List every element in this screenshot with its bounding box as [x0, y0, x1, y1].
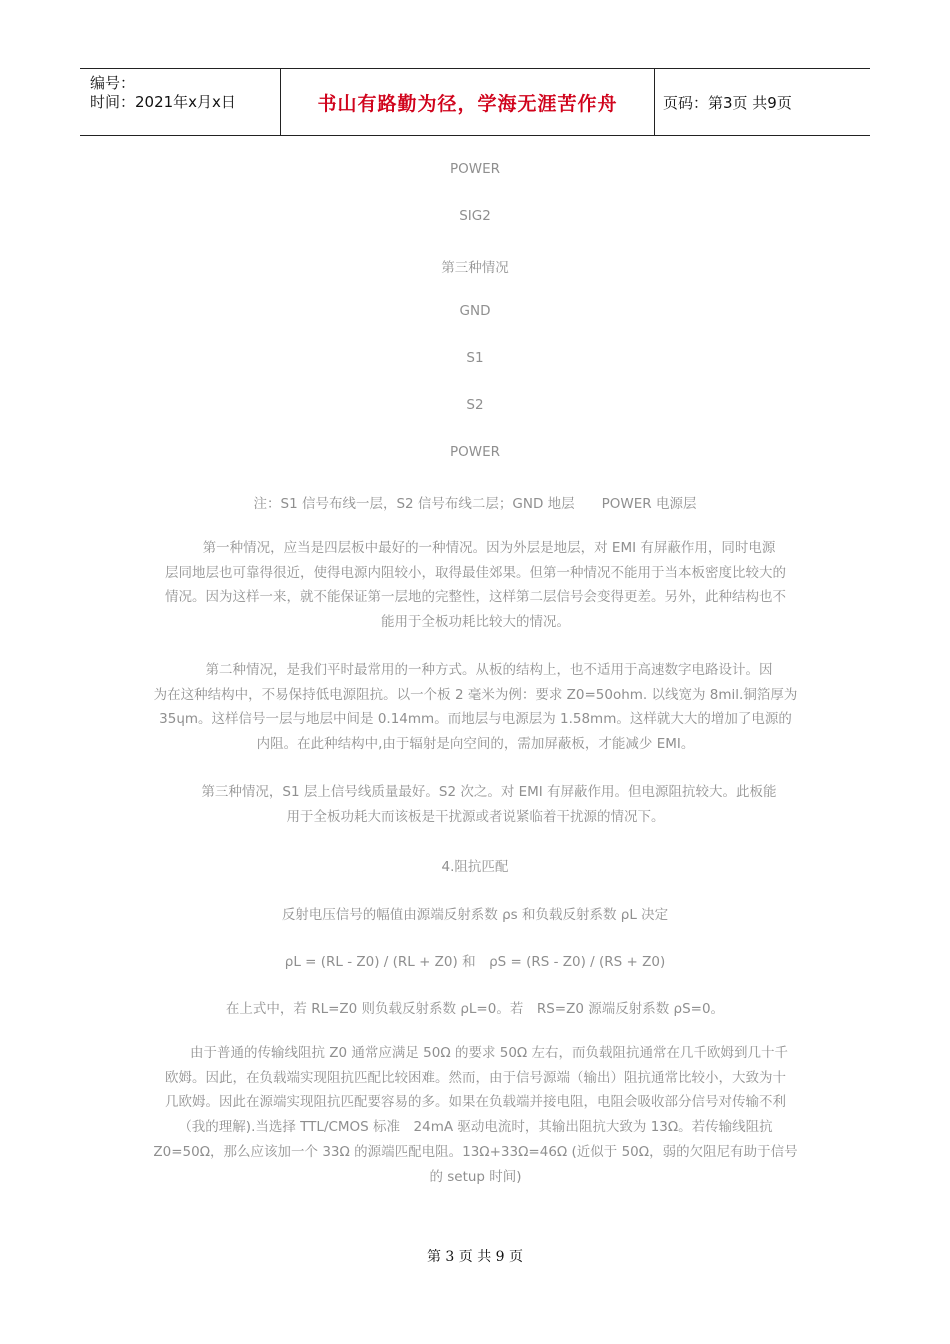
document-header: [80, 68, 870, 136]
layer-sig2: SIG2: [459, 208, 491, 224]
page-footer: 第 3 页 共 9 页: [426, 1249, 524, 1265]
paragraph-line: 层同地层也可靠得很近，使得电源内阻较小，取得最佳郊果。但第一种情况不能用于当本板密度比较大的: [165, 564, 786, 581]
paragraph-case1: [143, 536, 808, 635]
reflection-formula: ρL = (RL - Z0) / (RL + Z0) 和 ρS = (RS - Z0) / (RS + Z0): [284, 954, 666, 970]
number-label: 编号：: [90, 74, 136, 92]
paragraph-line: 欧姆。因此，在负载端实现阻抗匹配比较困难。然而，由于信号源端（输出）阻抗通常比较小，大致为十: [165, 1069, 786, 1086]
paragraph-line: 能用于全板功耗比较大的情况。: [381, 614, 570, 631]
layer-gnd: GND: [459, 303, 491, 319]
layer-note: 注：S1 信号布线一层，S2 信号布线二层；GND 地层 POWER 电源层: [253, 496, 697, 512]
paragraph-line: 第一种情况，应当是四层板中最好的一种情况。因为外层是地层，对 EMI 有屏蔽作用，同时电源: [175, 540, 776, 556]
header-motto-cell: [281, 69, 655, 135]
paragraph-line: 第二种情况，是我们平时最常用的一种方式。从板的结构上，也不适用于高速数字电路设计。因: [178, 662, 773, 678]
time-label: 时间：2021年x月x日: [90, 93, 236, 111]
layer-power-1: POWER: [449, 161, 501, 177]
paragraph-line: 35ɥm。这样信号一层与地层中间是 0.14mm。而地层与电源层为 1.58mm。这样就大大的增加了电源的: [159, 711, 792, 728]
paragraph-line: 几欧姆。因此在源端实现阻抗匹配要容易的多。如果在负载端并接电阻，电阻会吸收部分信号对传输不利: [165, 1094, 786, 1111]
paragraph-line: 第三种情况，S1 层上信号线质量最好。S2 次之。对 EMI 有屏蔽作用。但电源阻抗较大。此板能: [174, 784, 777, 800]
layer-s2: S2: [466, 397, 484, 413]
reflect-intro: 反射电压信号的幅值由源端反射系数 ρs 和负载反射系数 ρL 决定: [281, 907, 669, 923]
layer-power-2: POWER: [449, 444, 501, 460]
paragraph-case3: [143, 780, 808, 829]
paragraph-impedance: [143, 1041, 808, 1189]
paragraph-line: （我的理解).当选择 TTL/CMOS 标准 24mA 驱动电流时，其输出阻抗大致为 13Ω。若传输线阻抗: [178, 1119, 773, 1136]
paragraph-line: 用于全板功耗大而该板是干扰源或者说紧临着干扰源的情况下。: [286, 808, 665, 825]
layer-s1: S1: [466, 350, 484, 366]
paragraph-line: 情况。因为这样一来，就不能保证第一层地的完整性，这样第二层信号会变得更差。另外，此种结构也不: [165, 589, 786, 606]
paragraph-line: 为在这种结构中，不易保持低电源阻抗。以一个板 2 毫米为例：要求 Z0=50ohm. 以线宽为 8mil.铜箔厚为: [153, 686, 798, 703]
case3-title: 第三种情况: [441, 260, 509, 276]
paragraph-line: Z0=50Ω，那么应该加一个 33Ω 的源端匹配电阻。13Ω+33Ω=46Ω (近似于 50Ω，弱的欠阻尼有助于信号: [153, 1143, 798, 1160]
page-number-label: 页码：第3页 共9页: [663, 93, 792, 112]
section-title: 4.阻抗匹配: [441, 859, 509, 875]
paragraph-case2: [143, 658, 808, 757]
formula-note: 在上式中，若 RL=Z0 则负载反射系数 ρL=0。若 RS=Z0 源端反射系数 ρS=0。: [225, 1001, 725, 1017]
header-page-cell: [655, 69, 870, 135]
paragraph-line: 由于普通的传输线阻抗 Z0 通常应满足 50Ω 的要求 50Ω 左右，而负载阻抗通常在几千欧姆到几十千: [162, 1045, 789, 1061]
paragraph-line: 的 setup 时间): [429, 1168, 522, 1185]
header-info-cell: [80, 69, 281, 135]
motto-text: 书山有路勤为径，学海无涯苦作舟: [317, 92, 618, 115]
paragraph-line: 内阻。在此种结构中,由于辐射是向空间的，需加屏蔽板，才能减少 EMI。: [256, 736, 695, 753]
